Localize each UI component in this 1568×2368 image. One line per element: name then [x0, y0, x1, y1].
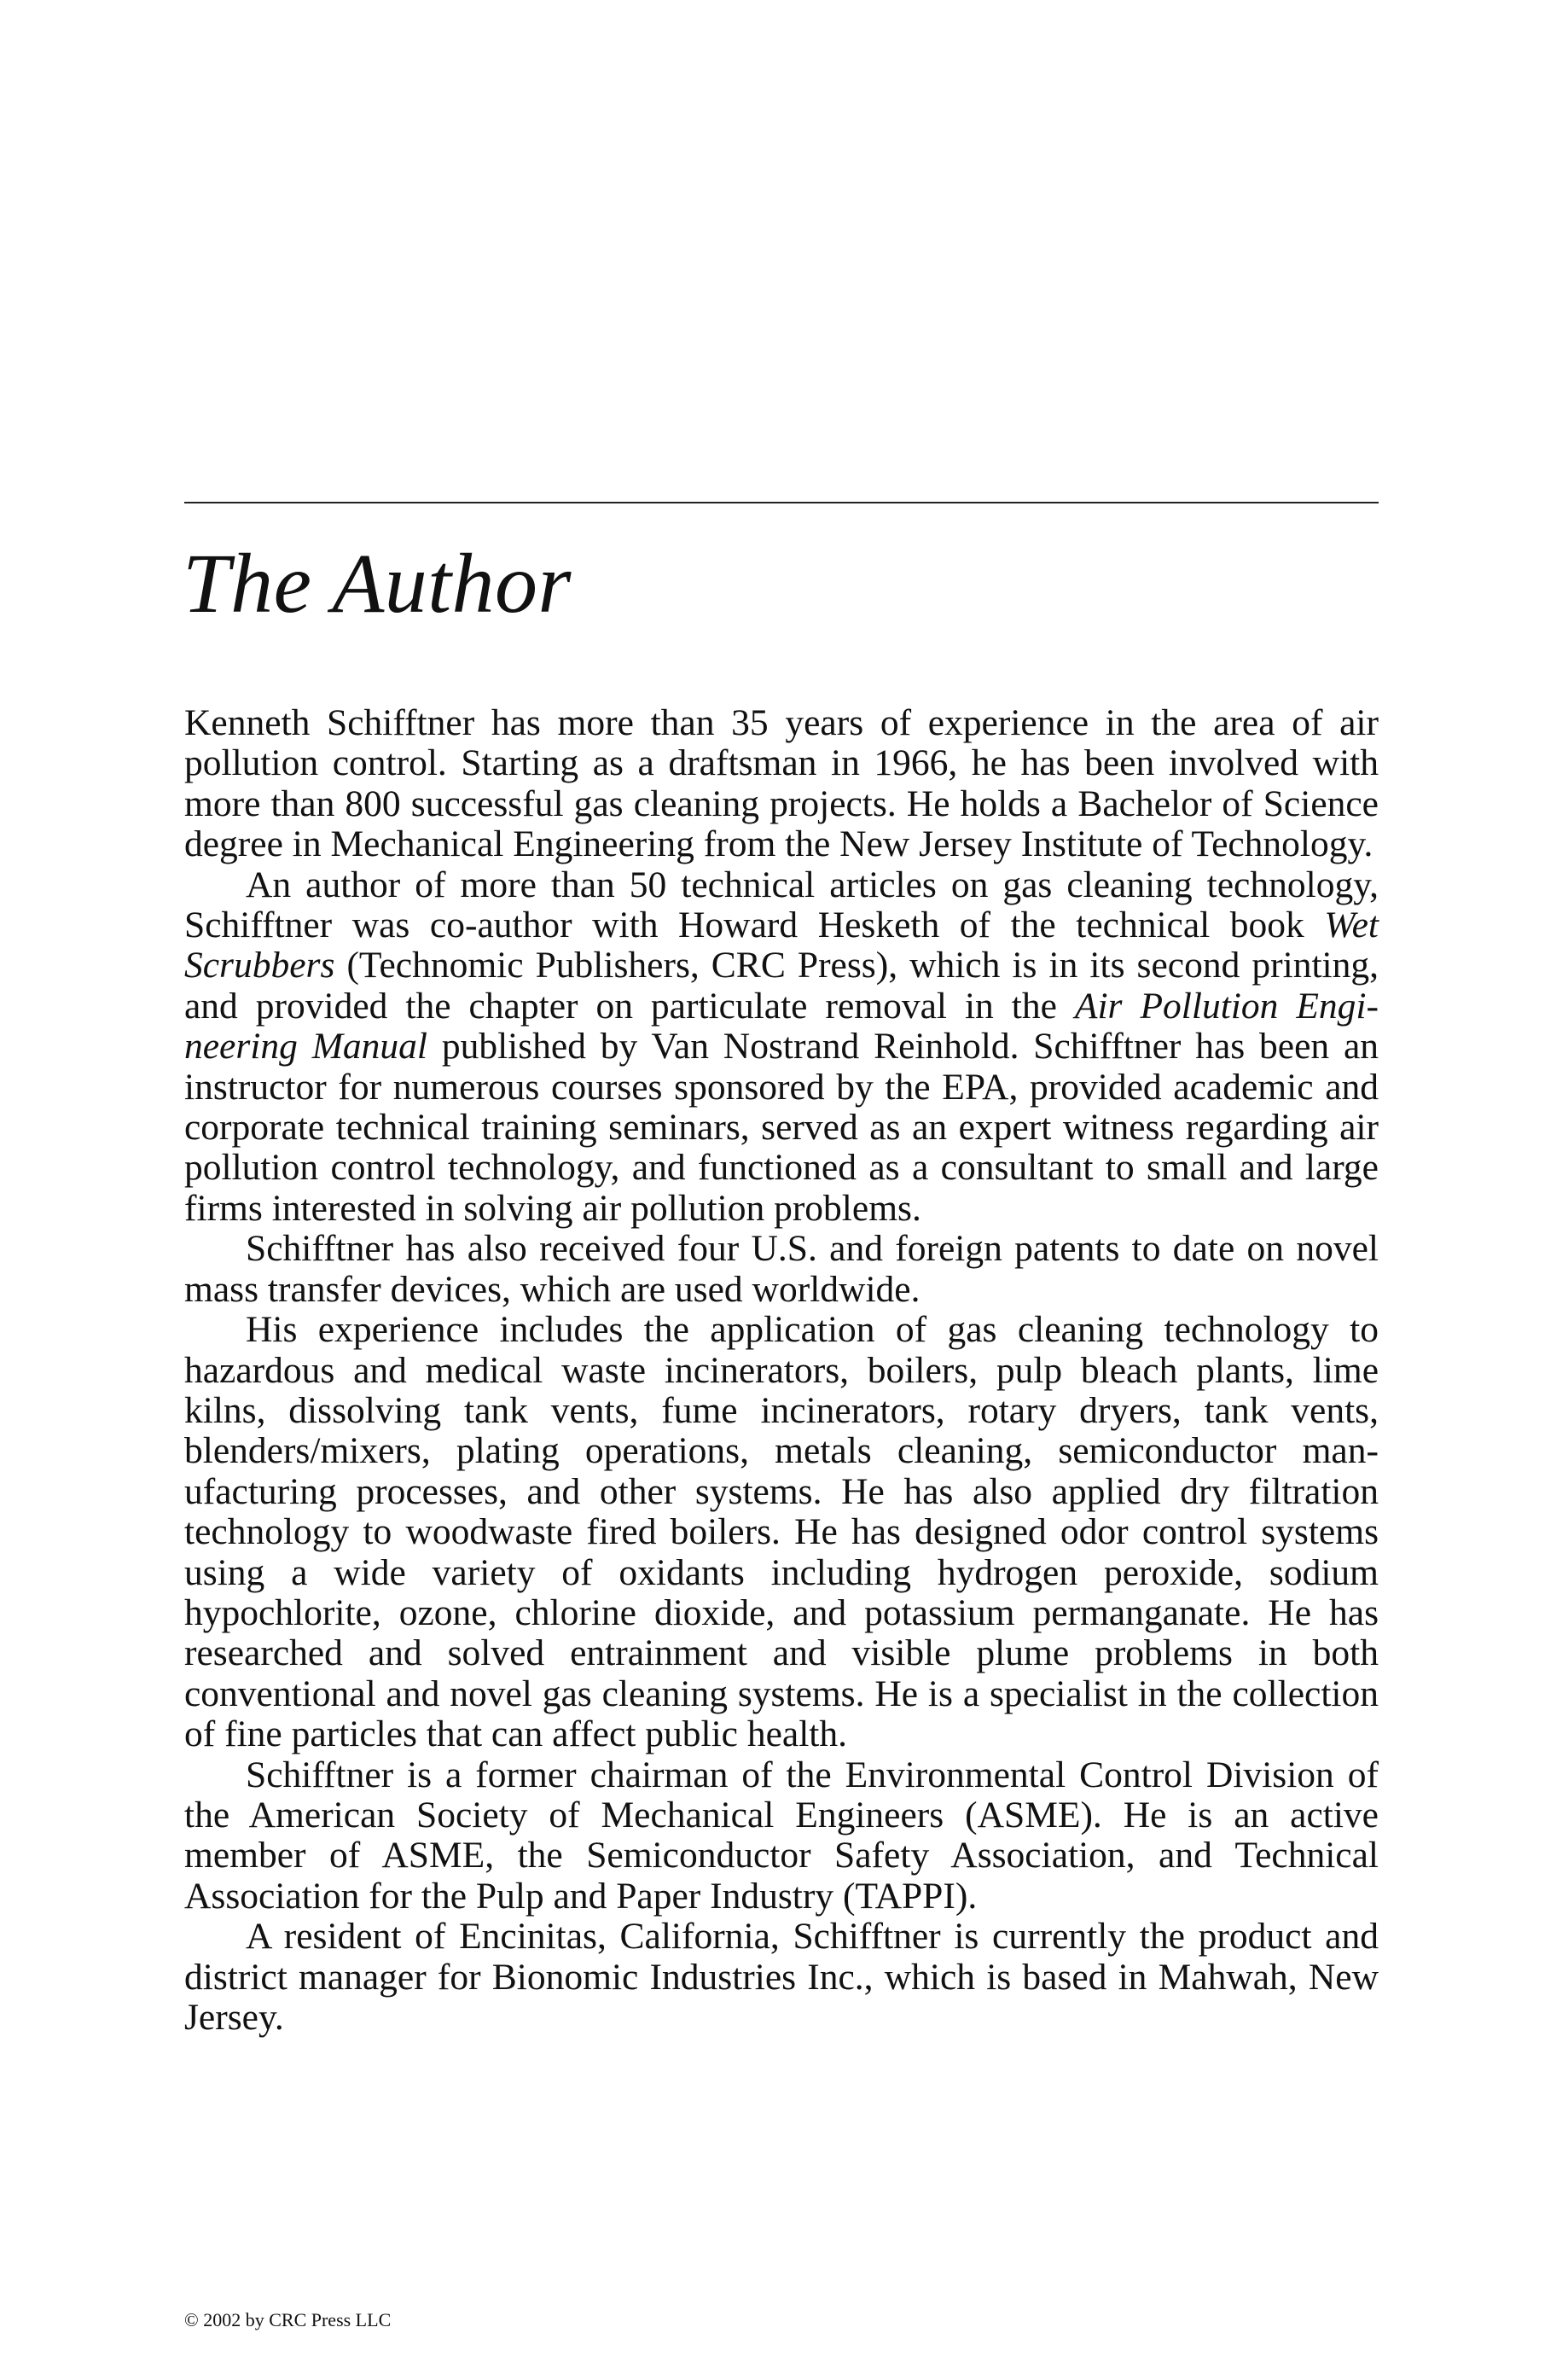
- bio-paragraph-3: Schifftner has also received four U.S. and foreign patents to date on novel mass transfer devices, which are used worldwide.: [184, 1228, 1379, 1310]
- bio-paragraph-2-text-a: An author of more than 50 technical articles on gas cleaning technology, Schifftner was co-author with Howard Hesketh of the technical book: [184, 864, 1379, 946]
- bio-paragraph-1: Kenneth Schifftner has more than 35 years of experience in the area of air pollution control. Starting as a draftsman in 1966, he has been involved with more than 800 successful gas cleaning projects. He holds a Bachelor of Science degree in Mechanical Engineering from the New Jersey Institute of Technology.: [184, 702, 1379, 865]
- author-biography: [184, 703, 1379, 2038]
- heading-rule: [184, 502, 1379, 503]
- bio-paragraph-4: His experience includes the application of gas cleaning technology to hazardous and medical waste incinerators, boilers, pulp bleach plants, lime kilns, dissolving tank vents, fume incinerators, rotary dryers, tank vents, blenders/mixers, plating operations, metals cleaning, semiconductor manufacturing processes, and other systems. He has also applied dry filtration technology to woodwaste fired boilers. He has designed odor control systems using a wide variety of oxidants including hydrogen peroxide, sodium hypochlorite, ozone, chlorine dioxide, and potassium permanganate. He has researched and solved entrainment and visible plume problems in both conventional and novel gas cleaning systems. He is a specialist in the collection of fine particles that can affect public health.: [184, 1309, 1379, 1755]
- bio-paragraph-2-text-b: (Technomic Publishers, CRC Press), which is in its second printing, and provided the chapter on particulate removal in the: [184, 945, 1379, 1027]
- book-title-air-pollution-manual: Air Pollution Engineering Manual: [184, 985, 1379, 1068]
- bio-paragraph-2-text-c: published by Van Nostrand Reinhold. Schifftner has been an instructor for numerous courses sponsored by the EPA, provided academic and corporate technical training seminars, served as an expert witness regarding air pollution control technology, and functioned as a consultant to small and large firms interested in solving air pollution problems.: [184, 1026, 1379, 1229]
- bio-paragraph-2: [184, 865, 1379, 1230]
- page-title: The Author: [183, 536, 572, 631]
- book-title-wet-scrubbers: Wet Scrubbers: [184, 905, 1379, 986]
- bio-paragraph-5: Schifftner is a former chairman of the Environmental Control Division of the American Society of Mechanical Engineers (ASME). He is an active member of ASME, the Semiconductor Safety Association, and Technical Association for the Pulp and Paper Industry (TAPPI).: [184, 1754, 1379, 1917]
- copyright-footer: © 2002 by CRC Press LLC: [184, 2309, 392, 2330]
- bio-paragraph-6: A resident of Encinitas, California, Schifftner is currently the product and district manager for Bionomic Industries Inc., which is based in Mahwah, New Jersey.: [184, 1916, 1379, 2038]
